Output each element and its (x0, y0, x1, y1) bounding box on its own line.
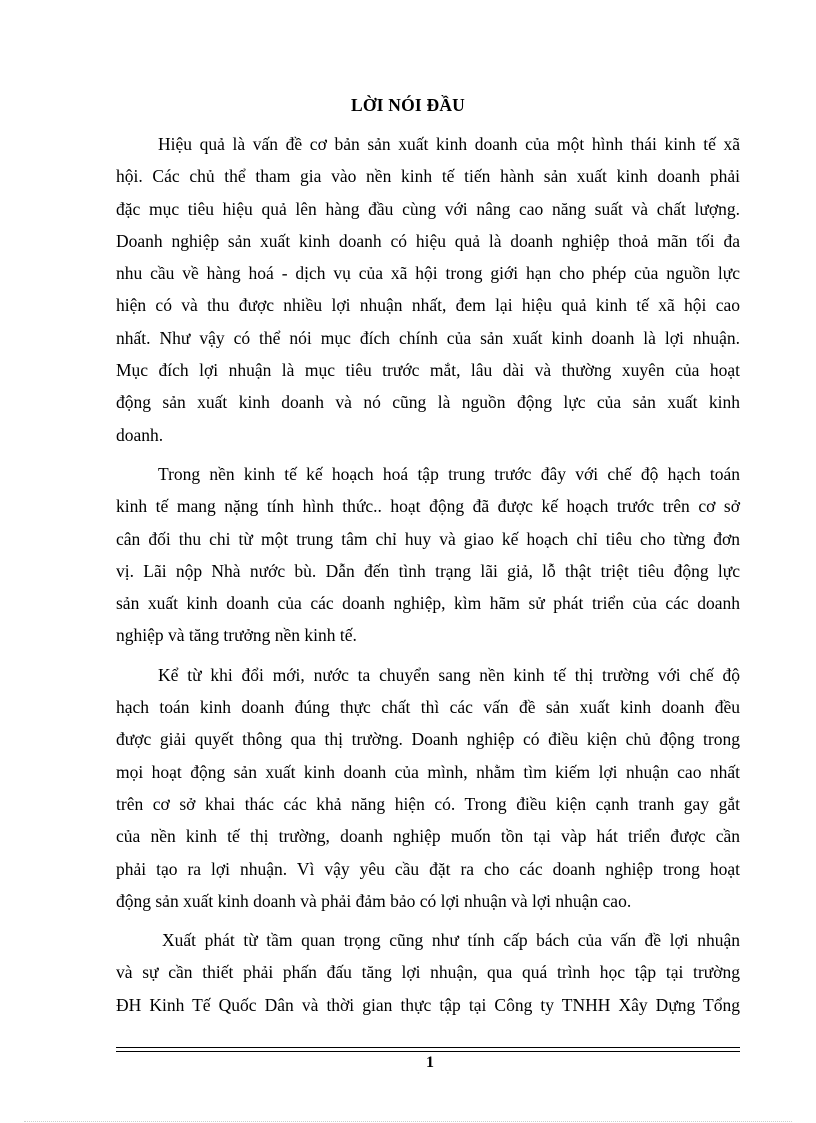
text-line: mọi hoạt động sản xuất kinh doanh của mình, nhằm tìm kiếm lợi nhuận cao nhất (116, 761, 740, 782)
text-line: Trong nền kinh tế kế hoạch hoá tập trung trước đây với chế độ hạch toán (158, 463, 740, 484)
page-number: 1 (426, 1054, 434, 1071)
text-line: hội. Các chủ thể tham gia vào nền kinh tế tiến hành sản xuất kinh doanh phải (116, 166, 740, 187)
text-line: Mục đích lợi nhuận là mục tiêu trước mắt, lâu dài và thường xuyên của hoạt (116, 360, 740, 381)
text-line: hiện có và thu được nhiều lợi nhuận nhất, đem lại hiệu quả kinh tế xã hội cao (116, 295, 740, 316)
page-edge-divider (24, 1121, 792, 1122)
paragraph-1 (116, 128, 740, 451)
text-line: doanh. (116, 424, 164, 445)
text-line: Hiệu quả là vấn đề cơ bản sản xuất kinh doanh của một hình thái kinh tế xã (158, 134, 740, 154)
text-line: động sản xuất kinh doanh và phải đảm bảo có lợi nhuận và lợi nhuận cao. (116, 890, 632, 911)
text-line: nhu cầu về hàng hoá - dịch vụ của xã hội trong giới hạn cho phép của nguồn lực (116, 263, 740, 284)
footer-rule (116, 1047, 740, 1052)
text-line: vị. Lãi nộp Nhà nước bù. Dẫn đến tình trạng lãi giả, lỗ thật triệt tiêu động lực (116, 560, 740, 581)
text-line: nhất. Như vậy có thể nói mục đích chính của sản xuất kinh doanh là lợi nhuận. (116, 327, 740, 348)
paragraph-3 (116, 659, 740, 917)
text-line: và sự cần thiết phải phấn đấu tăng lợi nhuận, qua quá trình học tập tại trường (116, 962, 740, 983)
text-line: động sản xuất kinh doanh và nó cũng là nguồn động lực của sản xuất kinh (116, 392, 740, 413)
text-line: của nền kinh tế thị trường, doanh nghiệp muốn tồn tại vàp hát triển được cần (116, 826, 740, 847)
text-line: nghiệp và tăng trưởng nền kinh tế. (116, 625, 357, 646)
text-line: hạch toán kinh doanh đúng thực chất thì các vấn đề sản xuất kinh doanh đều (116, 697, 740, 718)
text-line: cân đối thu chi từ một trung tâm chỉ huy và giao kế hoạch chỉ tiêu cho từng đơn (116, 528, 740, 549)
paragraph-2 (116, 458, 740, 652)
text-line: sản xuất kinh doanh của các doanh nghiệp, kìm hãm sử phát triển của các doanh (116, 593, 740, 614)
text-line: ĐH Kinh Tế Quốc Dân và thời gian thực tập tại Công ty TNHH Xây Dựng Tổng (116, 994, 740, 1015)
text-line: đặc mục tiêu hiệu quả lên hàng đầu cùng với nâng cao năng suất và chất lượng. (116, 198, 740, 219)
text-line: trên cơ sở khai thác các khả năng hiện có. Trong điều kiện cạnh tranh gay gắt (116, 793, 740, 814)
text-line: phải tạo ra lợi nhuận. Vì vậy yêu cầu đặt ra cho các doanh nghiệp trong hoạt (116, 858, 740, 879)
document-body (116, 128, 740, 1028)
paragraph-4 (116, 924, 740, 1021)
text-line: Kể từ khi đổi mới, nước ta chuyển sang nền kinh tế thị trường với chế độ (158, 664, 740, 685)
text-line: Doanh nghiệp sản xuất kinh doanh có hiệu quả là doanh nghiệp thoả mãn tối đa (116, 230, 740, 251)
text-line: được giải quyết thông qua thị trường. Doanh nghiệp có điều kiện chủ động trong (116, 729, 740, 750)
text-line: Xuất phát từ tầm quan trọng cũng như tính cấp bách của vấn đề lợi nhuận (162, 930, 740, 951)
text-line: kinh tế mang nặng tính hình thức.. hoạt động đã được kế hoạch trước trên cơ sở (116, 496, 740, 517)
page-title: LỜI NÓI ĐẦU (350, 95, 466, 115)
